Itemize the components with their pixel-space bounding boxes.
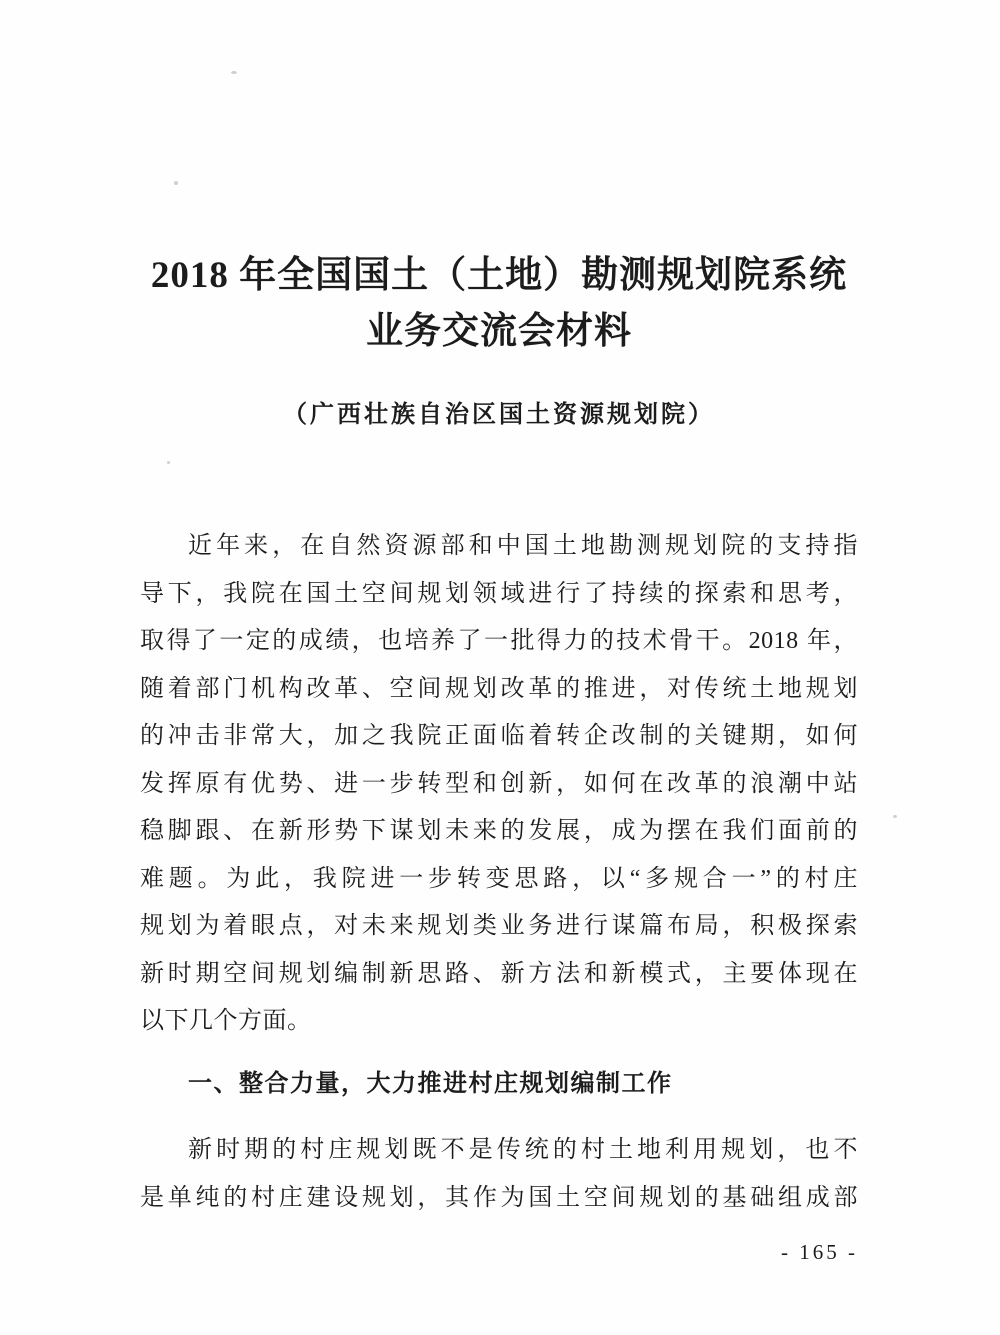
paragraph-line: 取得了一定的成绩，也培养了一批得力的技术骨干。2018 年，	[140, 628, 858, 654]
paragraph-line: 规划为着眼点，对未来规划类业务进行谋篇布局，积极探索	[140, 913, 858, 939]
page-number: - 165 -	[781, 1240, 858, 1264]
title-line-2: 业务交流会材料	[366, 311, 632, 352]
document-subtitle: （广西壮族自治区国土资源规划院）	[283, 402, 715, 428]
scan-artifact	[231, 71, 237, 74]
paragraph-line: 新时期的村庄规划既不是传统的村土地利用规划，也不	[188, 1137, 858, 1163]
section-1-heading: 一、整合力量，大力推进村庄规划编制工作	[188, 1069, 673, 1097]
paragraph-line: 以下几个方面。	[140, 1008, 312, 1034]
scan-artifact	[167, 461, 170, 464]
paragraph-line: 随着部门机构改革、空间规划改革的推进，对传统土地规划	[140, 675, 858, 702]
scan-artifact	[174, 181, 178, 185]
paragraph-2	[140, 1127, 858, 1222]
paragraph-line: 的冲击非常大，加之我院正面临着转企改制的关键期，如何	[140, 723, 858, 749]
paragraph-line: 稳脚跟、在新形势下谋划未来的发展，成为摆在我们面前的	[140, 818, 858, 844]
title-line-1: 2018 年全国国土（土地）勘测规划院系统	[150, 255, 848, 296]
scan-artifact	[893, 815, 897, 818]
paragraph-line: 难题。为此，我院进一步转变思路，以“多规合一”的村庄	[140, 865, 858, 892]
paragraph-line: 近年来，在自然资源部和中国土地勘测规划院的支持指	[188, 533, 858, 559]
paragraph-1	[140, 523, 858, 1046]
paragraph-line: 发挥原有优势、进一步转型和创新，如何在改革的浪潮中站	[140, 770, 858, 797]
paragraph-line: 是单纯的村庄建设规划，其作为国土空间规划的基础组成部	[140, 1184, 858, 1211]
document-title	[140, 248, 858, 360]
paragraph-line: 导下，我院在国土空间规划领域进行了持续的探索和思考，	[140, 580, 858, 607]
paragraph-line: 新时期空间规划编制新思路、新方法和新模式，主要体现在	[140, 960, 858, 987]
